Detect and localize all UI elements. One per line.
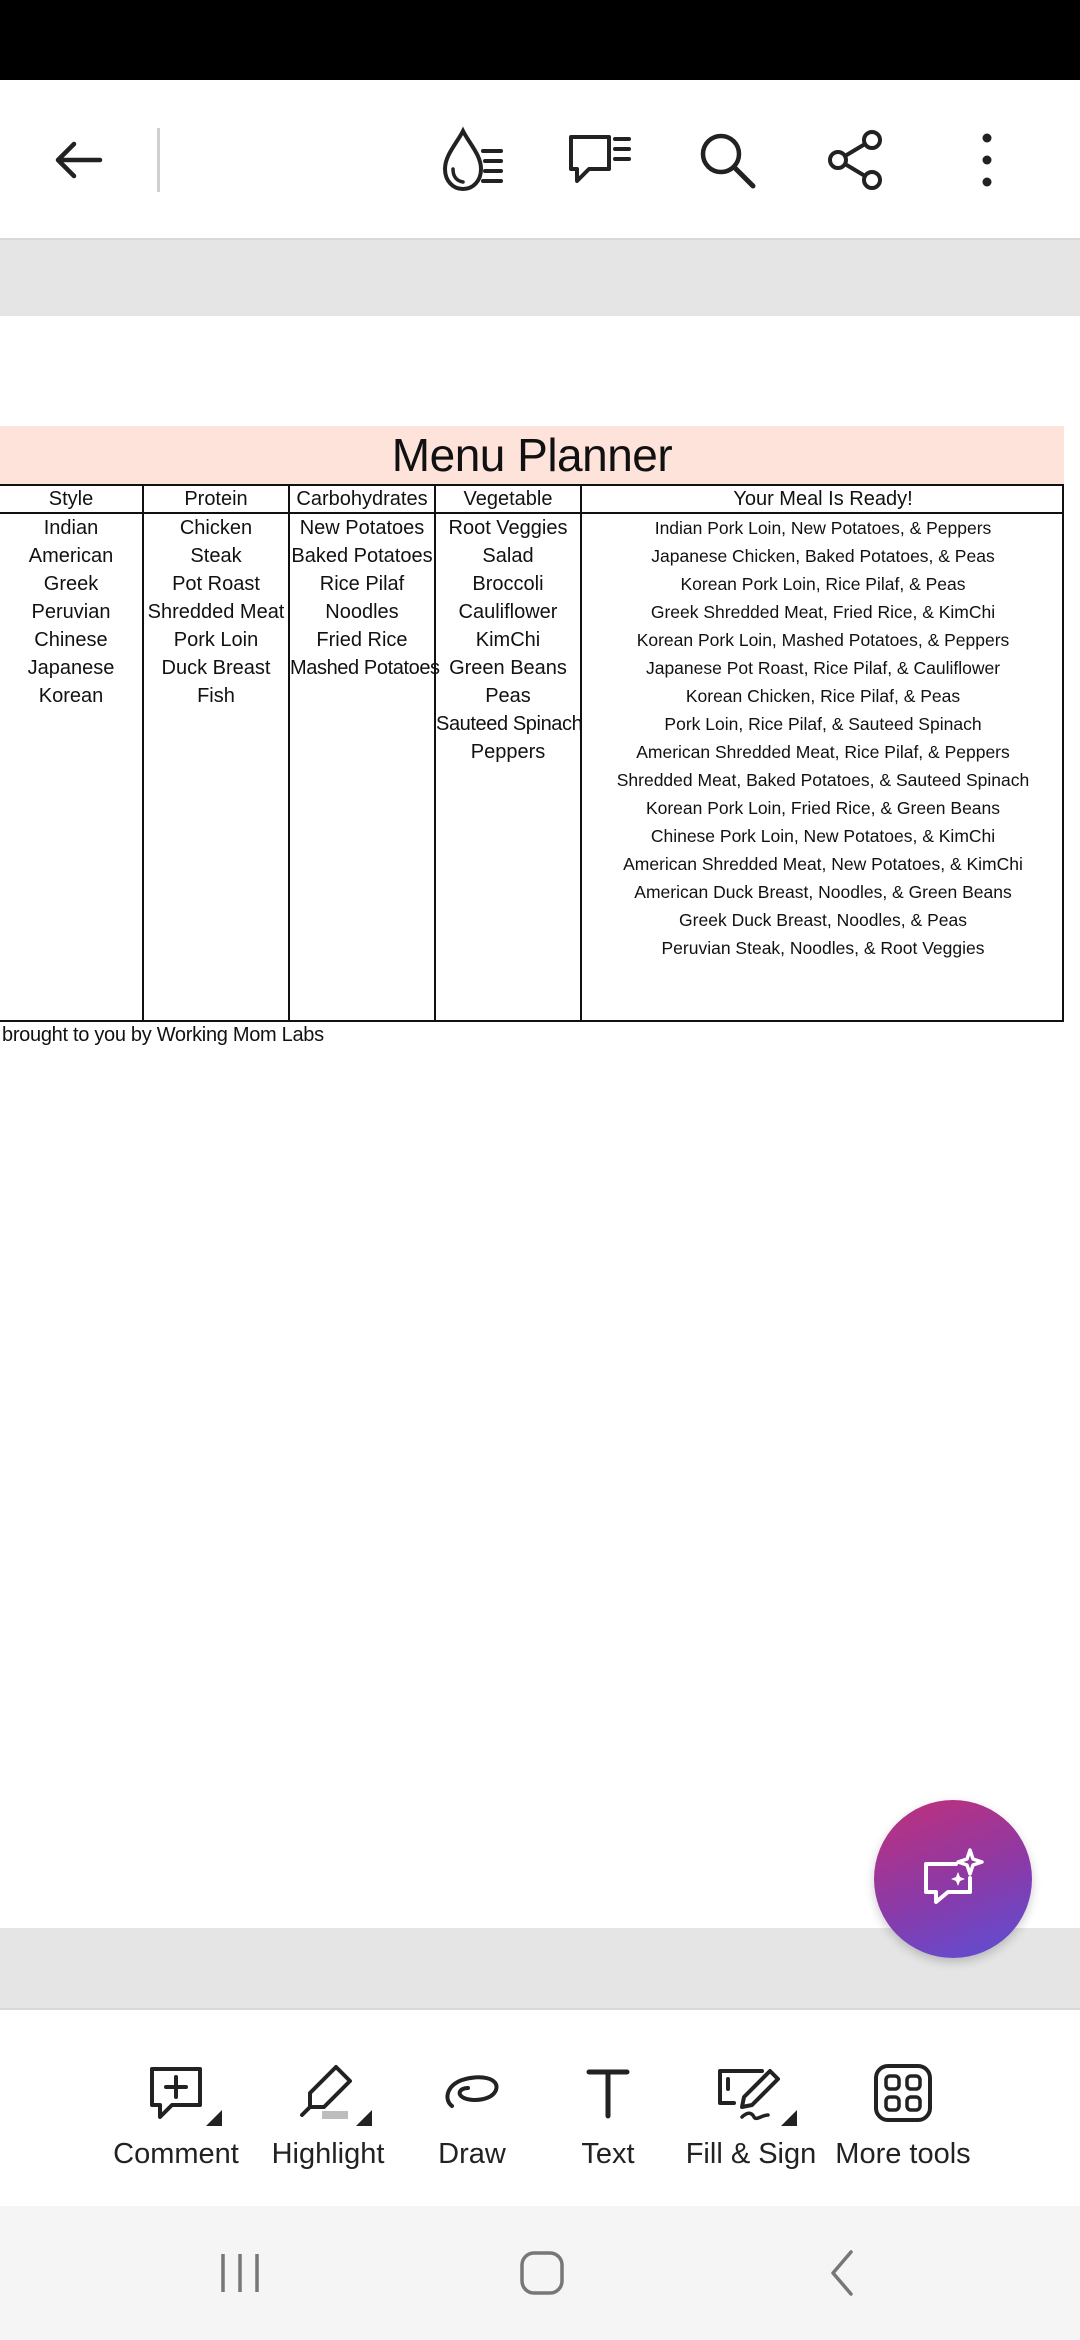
style-cell: Greek [43,573,99,595]
comment-tool[interactable] [106,2010,246,2208]
meal-cell: Korean Pork Loin, Fried Rice, & Green Beans [645,798,1001,818]
more-options-button[interactable] [947,120,1027,200]
meal-cell: Korean Pork Loin, Rice Pilaf, & Peas [680,574,966,594]
vegetable-cell: Broccoli [472,573,544,595]
ai-assistant-icon [918,1844,988,1914]
vegetable-cell: Root Veggies [448,517,568,539]
meal-column [582,486,1064,1020]
vegetable-cell: KimChi [475,629,541,651]
system-nav-bar [0,2206,1080,2340]
meal-cell: Peruvian Steak, Noodles, & Root Veggies [661,938,985,958]
highlighter-icon [296,2061,360,2125]
protein-cell: Fish [197,685,235,707]
vegetable-cell: Cauliflower [458,601,558,623]
protein-column [144,486,290,1020]
more-tools[interactable] [832,2010,974,2208]
submenu-indicator [206,2110,222,2126]
meal-header: Your Meal Is Ready! [582,486,1064,514]
home-button[interactable] [492,2243,592,2303]
highlight-label: Highlight [271,2138,385,2170]
meal-cell: Shredded Meat, Baked Potatoes, & Sauteed Spinach [616,770,1030,790]
comment-add-icon [146,2063,206,2123]
fill-sign-tool[interactable] [681,2010,821,2208]
carb-cell: Mashed Potatoes [290,657,440,679]
liquid-mode-icon [435,125,505,195]
more-vertical-icon [967,128,1007,192]
share-icon [824,128,888,192]
style-cell: Japanese [27,657,115,679]
vegetable-cell: Sauteed Spinach [436,713,583,735]
protein-cell: Steak [190,545,242,567]
comments-button[interactable] [558,120,638,200]
system-back-button[interactable] [794,2243,894,2303]
meal-cell: American Shredded Meat, New Potatoes, & KimChi [623,854,1023,874]
home-icon [517,2248,567,2298]
more-tools-label: More tools [835,2138,971,2170]
page-gap-top [0,240,1080,316]
liquid-mode-button[interactable] [430,120,510,200]
highlight-tool[interactable] [258,2010,398,2208]
search-icon [695,128,759,192]
vegetable-cell: Green Beans [449,657,567,679]
fill-sign-label: Fill & Sign [685,2138,817,2170]
recent-apps-icon [215,2248,265,2298]
share-button[interactable] [816,120,896,200]
carbohydrates-column [290,486,440,1020]
style-cell: Korean [38,685,104,707]
back-icon [819,2248,869,2298]
meal-cell: Korean Chicken, Rice Pilaf, & Peas [685,686,961,706]
submenu-indicator [356,2110,372,2126]
carb-cell: New Potatoes [299,517,425,539]
protein-cell: Chicken [179,517,253,539]
protein-cell: Pot Roast [172,573,260,595]
meal-cell: Chinese Pork Loin, New Potatoes, & KimChi [650,826,996,846]
vegetable-cell: Peppers [470,741,546,763]
ai-assistant-button[interactable] [874,1800,1032,1958]
style-cell: Chinese [34,629,108,651]
text-icon [583,2066,633,2120]
meal-cell: Korean Pork Loin, Mashed Potatoes, & Peppers [636,630,1010,650]
fill-sign-icon [716,2063,786,2123]
meal-cell: Pork Loin, Rice Pilaf, & Sauteed Spinach [664,714,982,734]
bottom-toolbar [0,2008,1080,2208]
protein-cell: Pork Loin [173,629,259,651]
vegetable-cell: Peas [485,685,531,707]
toolbar-divider [157,128,160,192]
draw-label: Draw [438,2138,506,2170]
draw-icon [440,2068,504,2118]
document-title: Menu Planner [0,426,1064,484]
protein-header: Protein [144,486,288,514]
vegetable-cell: Salad [482,545,534,567]
table-double-rule [0,1020,1064,1022]
meal-cell: American Shredded Meat, Rice Pilaf, & Peppers [636,742,1010,762]
carb-cell: Rice Pilaf [319,573,405,595]
carb-cell: Baked Potatoes [291,545,433,567]
meal-cell: Indian Pork Loin, New Potatoes, & Peppers [654,518,992,538]
comments-list-icon [563,125,633,195]
vegetable-header: Vegetable [436,486,580,514]
carb-cell: Fried Rice [316,629,408,651]
style-cell: Peruvian [31,601,111,623]
grid-icon [873,2063,933,2123]
arrow-left-icon [50,132,106,188]
carbohydrates-header: Carbohydrates [290,486,434,514]
search-button[interactable] [687,120,767,200]
style-cell: Indian [43,517,99,539]
draw-tool[interactable] [412,2010,532,2208]
meal-cell: Greek Duck Breast, Noodles, & Peas [679,910,967,930]
app-bar [0,80,1080,240]
style-column [0,486,144,1020]
style-header: Style [0,486,142,514]
status-bar [0,0,1080,80]
document-page[interactable] [0,316,1080,1928]
meal-cell: Japanese Chicken, Baked Potatoes, & Peas [651,546,995,566]
recent-apps-button[interactable] [190,2243,290,2303]
protein-cell: Duck Breast [161,657,271,679]
back-button[interactable] [38,120,118,200]
submenu-indicator [781,2110,797,2126]
protein-cell: Shredded Meat [147,601,285,623]
meal-cell: Greek Shredded Meat, Fried Rice, & KimChi [650,602,996,622]
comment-label: Comment [113,2138,239,2170]
text-tool[interactable] [548,2010,668,2208]
footer-credit: brought to you by Working Mom Labs [2,1024,324,1046]
meal-cell: Japanese Pot Roast, Rice Pilaf, & Cauliflower [645,658,1001,678]
meal-cell: American Duck Breast, Noodles, & Green Beans [634,882,1012,902]
carb-cell: Noodles [325,601,399,623]
menu-table [0,484,1064,1022]
text-label: Text [581,2138,635,2170]
vegetable-column [436,486,582,1020]
style-cell: American [28,545,114,567]
